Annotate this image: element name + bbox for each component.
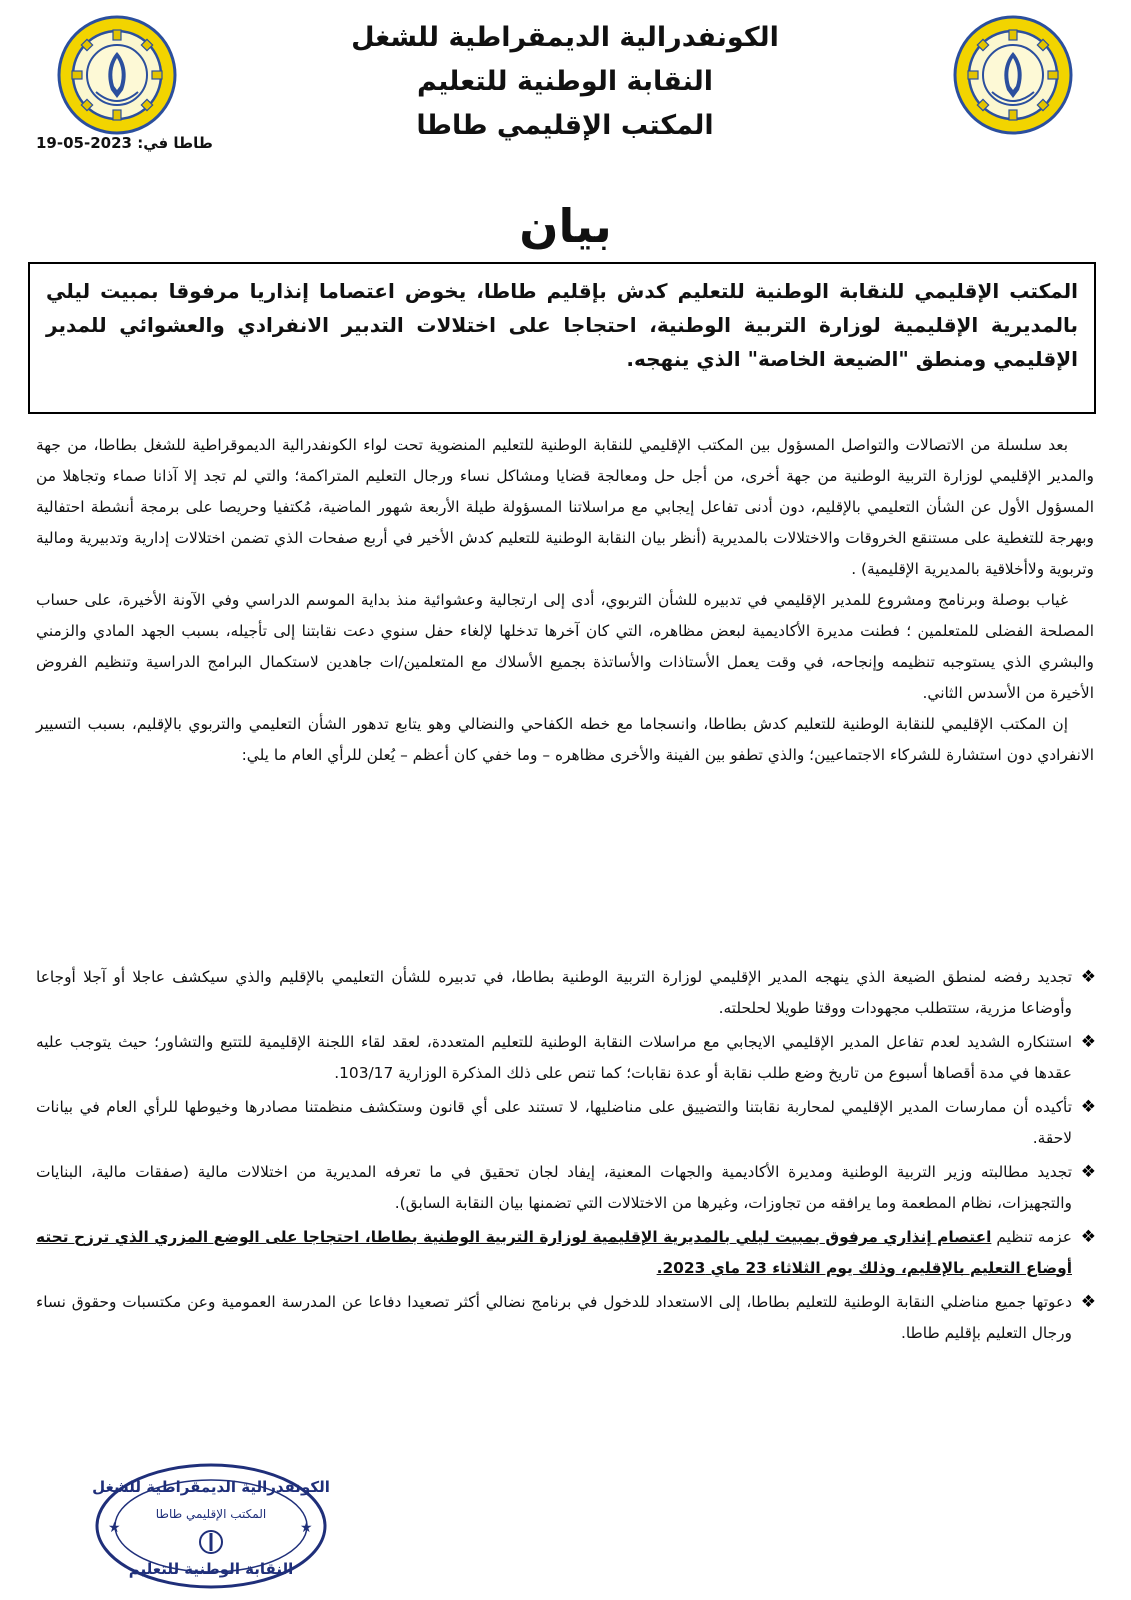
diamond-bullet-icon: ❖ [1080, 1292, 1096, 1312]
summary-box: المكتب الإقليمي للنقابة الوطنية للتعليم كدش بإقليم طاطا، يخوض اعتصاما إنذاريا مرفوقا بمبيت ليلي بالمديرية الإقليمية لوزارة التربية الوطنية، احتجاجا على اختلالات التدبير الانفرادي والعشوائي للمدير الإقليمي ومنطق "الضيعة الخاصة" الذي ينهجه. [28, 262, 1096, 414]
list-item-text: تجديد رفضه لمنطق الضيعة الذي ينهجه المدير الإقليمي لوزارة التربية الوطنية بطاطا، في تدبيره للشأن التعليمي بالإقليم والذي سيكشف عاجلا أو آجلا أوجاعا وأوضاعا مزرية، ستتطلب مجهودات ووقتا طويلا لحلحلته. [36, 968, 1072, 1017]
diamond-bullet-icon: ❖ [1080, 967, 1096, 987]
list-item-text: استنكاره الشديد لعدم تفاعل المدير الإقليمي الايجابي مع مراسلات النقابة الوطنية للتعليم المتعددة، لعقد لقاء اللجنة الإقليمية للتتبع والتشاور؛ حيث يتوجب عليه عقدها في مدة أقصاها أسبوع من تاريخ وضع طلب نقابة أو عدة نقابات؛ كما تنص على ذلك المذكرة الوزارية 103/17. [36, 1033, 1072, 1082]
stamp-star-icon: ★ [300, 1520, 313, 1536]
list-item-text: تأكيده أن ممارسات المدير الإقليمي لمحاربة نقابتنا والتضييق على مناضليها، لا تستند على أي قانون وستكشف منظمتنا مصادرها وخيوطها للرأي العام في بيانات لاحقة. [36, 1098, 1072, 1147]
demands-list [36, 962, 1096, 1352]
stamp-bottom-text: النقابة الوطنية للتعليم [128, 1560, 294, 1578]
official-stamp [92, 1460, 330, 1592]
paragraph-1: بعد سلسلة من الاتصالات والتواصل المسؤول بين المكتب الإقليمي للنقابة الوطنية للتعليم المنضوية تحت لواء الكونفدرالية الديموقراطية للشغل بطاطا، من جهة والمدير الإقليمي لوزارة التربية الوطنية من جهة أخرى، من أجل حل ومعالجة قضايا ومشاكل نساء ورجال التعليم المتراكمة؛ والتي لم تجد إلا آذانا صماء وتجاهلا من المسؤول الأول عن الشأن التعليمي بالإقليم، دون أدنى تفاعل إيجابي مع مراسلاتنا المسؤولة طيلة الأربعة شهور الماضية، مُكتفيا وحريصا على برمجة أنشطة احتفالية وبهرجة للتغطية على مستنقع الخروقات والاختلالات بالمديرية (أنظر بيان النقابة الوطنية للتعليم كدش الأخير في أربع صفحات الذي تضمن اختلالات إدارية وتدبيرية ومالية وتربوية ولاأخلاقية بالمديرية الإقليمية) . [36, 436, 1094, 578]
regional-office: المكتب الإقليمي طاطا [416, 110, 714, 141]
list-item [36, 1287, 1096, 1348]
list-item [36, 1157, 1096, 1218]
logo-gear-icon [59, 17, 175, 133]
list-item-text: دعوتها جميع مناضلي النقابة الوطنية للتعليم بطاطا، إلى الاستعداد للدخول في برنامج نضالي أكثر تصعيدا دفاعا عن المدرسة العمومية وعن مكتسبات وحقوق نساء ورجال التعليم بإقليم طاطا. [36, 1293, 1072, 1342]
paragraph-3: إن المكتب الإقليمي للنقابة الوطنية للتعليم كدش بطاطا، وانسجاما مع خطه الكفاحي والنضالي وهو يتابع تدهور الشأن التعليمي والتربوي بالإقليم، بسبب التسيير الانفرادي دون استشارة للشركاء الاجتماعيين؛ والذي تطفو بين الفينة والأخرى مظاهره – وما خفي كان أعظم – يُعلن للرأي العام ما يلي: [36, 715, 1094, 764]
diamond-bullet-icon: ❖ [1080, 1097, 1096, 1117]
diamond-bullet-icon: ❖ [1080, 1227, 1096, 1247]
list-item-text: تجديد مطالبته وزير التربية الوطنية ومديرة الأكاديمية والجهات المعنية، إيفاد لجان تحقيق في ما تعرفه المديرية من اختلالات مالية (صفقات مالية، البنايات والتجهيزات، نظام المطعمة وما يرافقه من تجاوزات، وغيرها من الاختلالات التي تضمنها بيان النقابة السابق). [36, 1163, 1072, 1212]
cdt-logo-right [952, 14, 1074, 136]
list-item [36, 1222, 1096, 1283]
paragraph-2: غياب بوصلة وبرنامج ومشروع للمدير الإقليمي في تدبيره للشأن التربوي، أدى إلى ارتجالية وعشوائية منذ بداية الموسم الدراسي وفي الآونة الأخيرة، على حساب المصلحة الفضلى للمتعلمين ؛ فطنت مديرة الأكاديمية لبعض مظاهره، التي كان آخرها تدخلها لإلغاء حفل سنوي دعت نقابتنا إلى تأجيله، بسبب الجهد المادي والزمني والبشري الذي يستوجبه تنظيمه وإنجاحه، في وقت يعمل الأستاذات والأساتذة بجميع الأسلاك مع المتعلمين/ات جاهدين لاستكمال البرامج الدراسية وتنظيم الفروض الأخيرة من الأسدس الثاني. [36, 591, 1094, 702]
stamp-top-text: الكونفدرالية الديمقراطية للشغل [92, 1478, 330, 1496]
cdt-logo-left [56, 14, 178, 136]
list-item [36, 1092, 1096, 1153]
union-name: النقابة الوطنية للتعليم [416, 66, 714, 97]
confederation-name: الكونفدرالية الديمقراطية للشغل [351, 22, 779, 53]
letterhead [330, 16, 800, 148]
document-date: طاطا في: 2023-05-19 [36, 134, 213, 152]
stamp-middle-text: المكتب الإقليمي طاطا [155, 1507, 267, 1521]
stamp-emblem-icon [200, 1531, 222, 1553]
list-item-prefix: عزمه تنظيم [991, 1228, 1072, 1246]
diamond-bullet-icon: ❖ [1080, 1162, 1096, 1182]
sit-in-announcement: اعتصام إنذاري مرفوق بمبيت ليلي بالمديرية الإقليمية لوزارة التربية الوطنية بطاطا، احتجاجا على الوضع المزري الذي ترزح تحته أوضاع التعليم بالإقليم، وذلك يوم الثلاثاء 23 ماي 2023. [36, 1228, 1072, 1277]
list-item [36, 962, 1096, 1023]
document-title: بيان [519, 199, 612, 253]
body-text [36, 430, 1094, 771]
stamp-star-icon: ★ [108, 1520, 121, 1536]
logo-gear-icon [955, 17, 1071, 133]
diamond-bullet-icon: ❖ [1080, 1032, 1096, 1052]
list-item [36, 1027, 1096, 1088]
